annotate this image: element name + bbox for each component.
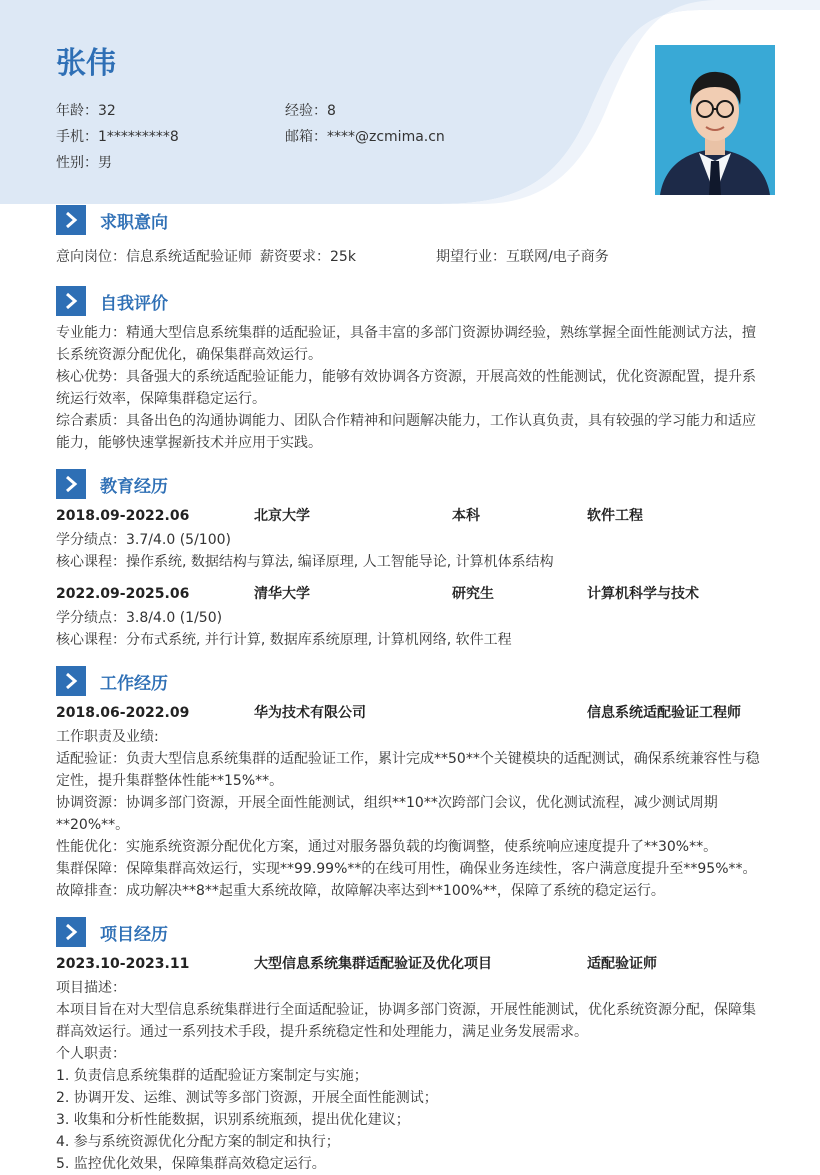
section-title: 项目经历 <box>100 924 168 945</box>
project-desc: 本项目旨在对大型信息系统集群进行全面适配验证，协调多部门资源，开展性能测试，优化系统资源分配，保障集群高效运行。通过一系列技术手段，提升系统稳定性和处理能力，满足业务发展需求。 <box>56 1002 756 1040</box>
project-duty: 2. 协调开发、运维、测试等多部门资源，开展全面性能测试； <box>56 1090 438 1106</box>
work-company: 华为技术有限公司 <box>254 705 366 721</box>
edu-major: 软件工程 <box>587 508 643 524</box>
self-paragraph: 核心优势：具备强大的系统适配验证能力，能够有效协调各方资源，开展高效的性能测试，优化资源配置，提升系统运行效率，保障集群稳定运行。 <box>56 369 756 407</box>
education-row <box>56 583 768 605</box>
age-field: 年龄：32 <box>56 103 116 119</box>
project-name: 大型信息系统集群适配验证及优化项目 <box>254 956 492 972</box>
section-title: 自我评价 <box>100 293 168 314</box>
section-header-project <box>56 917 168 947</box>
chevron-right-icon <box>56 666 86 696</box>
chevron-right-icon <box>56 917 86 947</box>
work-lead: 工作职责及业绩: <box>56 729 159 745</box>
edu-school: 清华大学 <box>254 586 310 602</box>
work-paragraph: 集群保障：保障集群高效运行，实现**99.99%**的在线可用性，确保业务连续性，客户满意度提升至**95%**。 <box>56 861 757 877</box>
section-header-self <box>56 286 168 316</box>
project-role: 适配验证师 <box>587 956 657 972</box>
chevron-right-icon <box>56 469 86 499</box>
project-duty-label: 个人职责： <box>56 1046 126 1062</box>
section-title: 求职意向 <box>100 212 168 233</box>
project-row <box>56 953 768 975</box>
project-duty: 1. 负责信息系统集群的适配验证方案制定与实施； <box>56 1068 368 1084</box>
work-row <box>56 702 768 724</box>
edu-school: 北京大学 <box>254 508 310 524</box>
edu-courses: 核心课程：操作系统, 数据结构与算法, 编译原理, 人工智能导论, 计算机体系结构 <box>56 554 554 570</box>
work-period: 2018.06-2022.09 <box>56 705 190 721</box>
edu-gpa: 学分绩点：3.7/4.0 (5/100) <box>56 532 231 548</box>
edu-period: 2022.09-2025.06 <box>56 586 190 602</box>
email-field: 邮箱：****@zcmima.cn <box>285 129 445 145</box>
profile-photo <box>655 45 775 195</box>
project-duty: 5. 监控优化效果，保障集群高效稳定运行。 <box>56 1156 326 1172</box>
intent-salary: 薪资要求：25k <box>260 249 356 265</box>
candidate-name: 张伟 <box>56 46 116 81</box>
self-paragraph: 综合素质：具备出色的沟通协调能力、团队合作精神和问题解决能力，工作认真负责，具有较强的学习能力和适应能力，能够快速掌握新技术并应用于实践。 <box>56 413 756 451</box>
edu-degree: 研究生 <box>452 586 494 602</box>
intent-industry: 期望行业：互联网/电子商务 <box>436 249 609 265</box>
section-header-education <box>56 469 168 499</box>
phone-field: 手机：1*********8 <box>56 129 179 145</box>
section-title: 工作经历 <box>100 673 168 694</box>
edu-gpa: 学分绩点：3.8/4.0 (1/50) <box>56 610 223 626</box>
chevron-right-icon <box>56 286 86 316</box>
edu-courses: 核心课程：分布式系统, 并行计算, 数据库系统原理, 计算机网络, 软件工程 <box>56 632 512 648</box>
project-duty: 4. 参与系统资源优化分配方案的制定和执行； <box>56 1134 340 1150</box>
education-row <box>56 505 768 527</box>
work-paragraph: 适配验证：负责大型信息系统集群的适配验证工作，累计完成**50**个关键模块的适配测试，确保系统兼容性与稳定性，提升集群整体性能**15%**。 <box>56 751 760 789</box>
section-title: 教育经历 <box>100 476 168 497</box>
edu-period: 2018.09-2022.06 <box>56 508 190 524</box>
experience-field: 经验：8 <box>285 103 336 119</box>
gender-field: 性别：男 <box>56 155 112 171</box>
work-paragraph: 性能优化：实施系统资源分配优化方案，通过对服务器负载的均衡调整，使系统响应速度提升了**30%**。 <box>56 839 718 855</box>
work-paragraph: 协调资源：协调多部门资源，开展全面性能测试，组织**10**次跨部门会议，优化测试流程，减少测试周期**20%**。 <box>56 795 718 833</box>
intent-position: 意向岗位：信息系统适配验证师 <box>56 249 252 265</box>
work-role: 信息系统适配验证工程师 <box>587 705 741 721</box>
project-duty: 3. 收集和分析性能数据，识别系统瓶颈，提出优化建议； <box>56 1112 410 1128</box>
edu-major: 计算机科学与技术 <box>587 586 699 602</box>
edu-degree: 本科 <box>452 508 480 524</box>
chevron-right-icon <box>56 205 86 235</box>
self-paragraph: 专业能力：精通大型信息系统集群的适配验证，具备丰富的多部门资源协调经验，熟练掌握全面性能测试方法，擅长系统资源分配优化，确保集群高效运行。 <box>56 325 756 363</box>
project-period: 2023.10-2023.11 <box>56 956 190 972</box>
work-paragraph: 故障排查：成功解决**8**起重大系统故障，故障解决率达到**100%**，保障了系统的稳定运行。 <box>56 883 665 899</box>
project-desc-label: 项目描述： <box>56 980 126 996</box>
section-header-work <box>56 666 168 696</box>
section-header-intent <box>56 205 168 235</box>
